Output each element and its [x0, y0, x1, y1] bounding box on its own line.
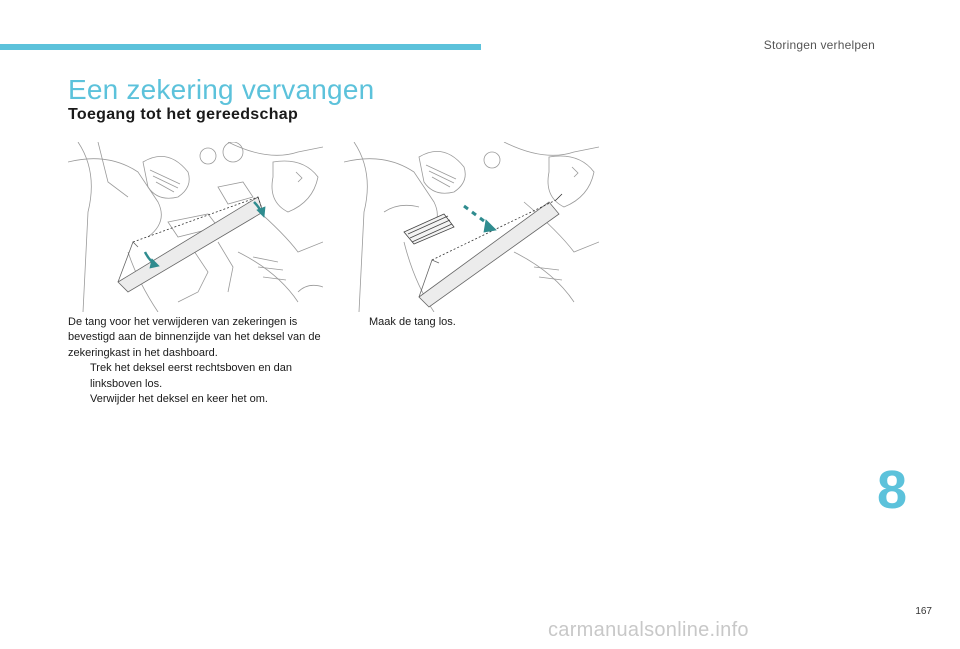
header-accent-bar — [0, 44, 481, 50]
left-instructions — [68, 315, 330, 407]
step-text: Maak de tang los. — [369, 316, 456, 328]
illustration-remove-cover — [68, 142, 323, 312]
step-text: Trek het deksel eerst rechtsboven en dan linksboven los. — [90, 362, 292, 390]
chapter-title: Storingen verhelpen — [763, 38, 875, 52]
list-item — [347, 315, 587, 330]
step-text: Verwijder het deksel en keer het om. — [90, 393, 268, 406]
right-instructions — [347, 315, 587, 330]
section-subtitle: Toegang tot het gereedschap — [68, 106, 299, 123]
page-title: Een zekering vervangen — [68, 74, 375, 105]
illustration-detach-tweezers — [344, 142, 599, 312]
watermark: carmanualsonline.info — [548, 619, 749, 641]
chapter-number: 8 — [876, 460, 908, 520]
intro-paragraph: De tang voor het verwijderen van zekeringen is bevestigd aan de binnenzijde van het deksel van de zekeringkast in het dashboard. — [68, 316, 321, 359]
page-number: 167 — [915, 606, 932, 617]
list-item — [68, 361, 330, 392]
list-item — [68, 392, 330, 407]
